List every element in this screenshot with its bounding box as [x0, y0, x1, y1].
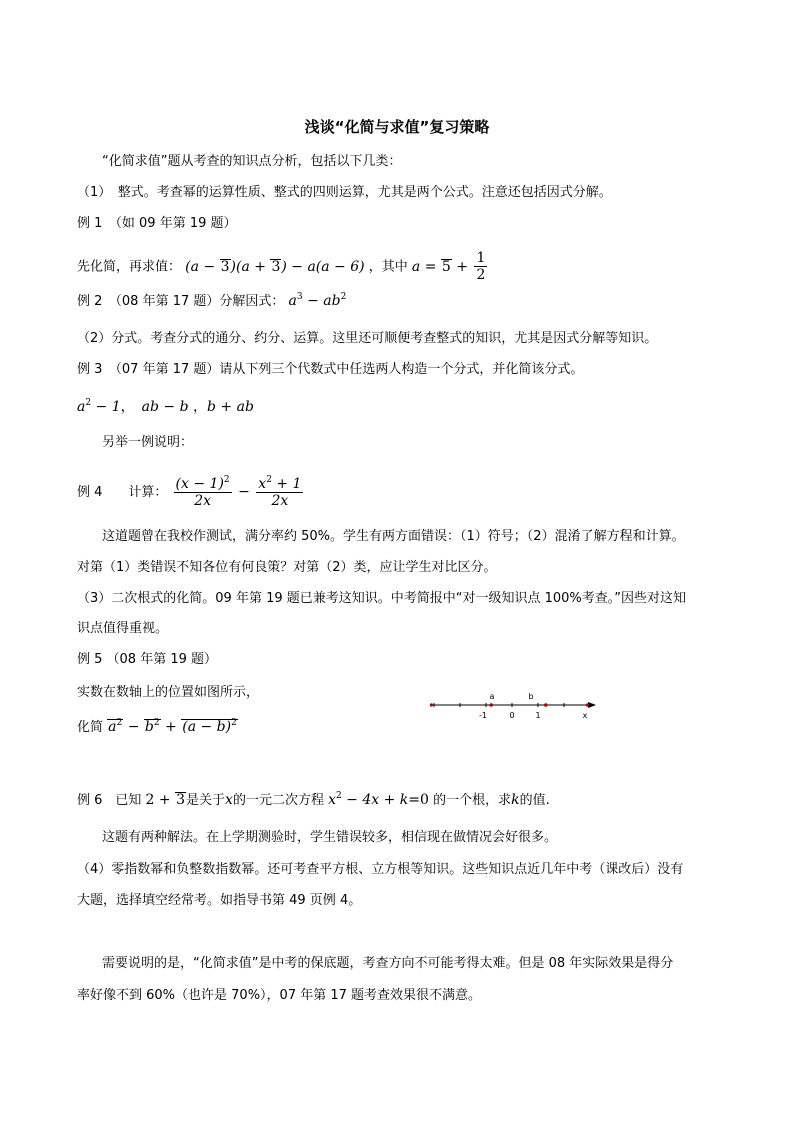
- point-label-b: b: [528, 692, 534, 701]
- example-5-line-1: 实数在数轴上的位置如图所示，: [77, 685, 260, 700]
- example-6-root: 2 + 3: [145, 792, 186, 808]
- paragraph-3: 这题有两种解法。在上学期测验时，学生错误较多，相信现在做情况会好很多。: [102, 830, 558, 845]
- example-6-text-4: 的值.: [519, 793, 550, 808]
- example-5-expression-line: [77, 718, 238, 737]
- number-line-diagram: [428, 686, 598, 726]
- section-2-text: （2）分式。考查分式的通分、约分、运算。这里还可顺便考查整式的知识，尤其是因式分解等知识。: [77, 331, 658, 346]
- another-example-text: 另举一例说明：: [102, 435, 194, 450]
- example-1-mid: ，其中: [368, 259, 408, 275]
- example-4: [77, 472, 305, 513]
- number-line-arrow: [588, 702, 596, 708]
- example-6-text-1: 是关于: [186, 793, 226, 808]
- section-4-line-1: （4）零指数幂和负整数指数幂。还可考查平方根、立方根等知识。这些知识点近几年中考（课改后）没有: [77, 862, 684, 877]
- axis-label-x: x: [582, 711, 588, 720]
- example-1-prefix: 先化简，再求值：: [77, 259, 182, 275]
- number-line-end-dot: [586, 703, 589, 706]
- example-6-text-2: 的一元二次方程: [232, 793, 324, 808]
- example-1-question: [77, 250, 489, 283]
- number-line-end-dot: [430, 703, 433, 706]
- example-2-expression: $a^3 - ab^2$: [288, 292, 347, 309]
- example-4-expression: $\frac{(x - 1)^2}{2x}$ − $\frac{x^2 + 1}{2x}$: [175, 474, 302, 509]
- point-a: [489, 703, 493, 707]
- example-1-expression: (a − 3)(a + 3) − a(a − 6): [185, 258, 365, 275]
- page-title: 浅谈“化简与求值”复习策略: [304, 118, 490, 136]
- example-6-equation: $x^2 - 4x + k=0$: [328, 791, 429, 808]
- example-6-variable: x: [225, 792, 233, 808]
- example-5-expression: $a^2 - b^2 + (a - b)^2$: [108, 718, 237, 735]
- example-6-label: 例 6 已知: [77, 793, 142, 808]
- example-2-label: 例 2 （08 年第 17 题）分解因式：: [77, 294, 285, 309]
- section-3-line-1: （3）二次根式的化简。09 年第 19 题已兼考这知识。中考简报中“对一级知识点 100%考查。”因些对这知: [77, 591, 687, 606]
- example-4-label: 例 4 计算：: [77, 485, 168, 500]
- example-5-label: 例 5 （08 年第 19 题）: [77, 652, 218, 667]
- tick-label-neg1: -1: [479, 711, 487, 720]
- example-1-condition: a = 5 + $\frac{1}{2}$: [411, 250, 486, 283]
- example-1-label: 例 1 （如 09 年第 19 题）: [77, 216, 237, 231]
- example-6-k: k: [511, 792, 520, 808]
- intro-text: “化简求值”题从考查的知识点分析，包括以下几类：: [102, 154, 402, 169]
- tick-label-0: 0: [509, 711, 515, 720]
- section-4-line-2: 大题，选择填空经常考。如指导书第 49 页例 4。: [77, 893, 362, 908]
- example-5-prefix: 化简: [77, 720, 104, 735]
- example-6: [77, 791, 550, 810]
- section-3-line-2: 识点值得重视。: [77, 621, 169, 636]
- conclusion-line-1: 需要说明的是，“化简求值”是中考的保底题，考查方向不可能考得太难。但是 08 年实际效果是得分: [102, 956, 674, 971]
- point-label-a: a: [489, 692, 495, 701]
- example-2: [77, 292, 346, 311]
- paragraph-1: 这道题曾在我校作测试，满分率约 50%。学生有两方面错误：（1）符号；（2）混淆了解方程和计算。: [102, 529, 685, 544]
- example-6-text-3: 的一个根，求: [433, 793, 512, 808]
- tick-label-1: 1: [535, 711, 541, 720]
- point-b: [544, 703, 548, 707]
- paragraph-2: 对第（1）类错误不知各位有何良策？对第（2）类，应让学生对比区分。: [77, 560, 497, 575]
- example-3-expressions: $a^2 - 1$， ab − b ，b + ab: [77, 398, 254, 415]
- example-3-label: 例 3 （07 年第 17 题）请从下列三个代数式中任选两人构造一个分式，并化简该分式。: [77, 362, 584, 377]
- conclusion-line-2: 率好像不到 60%（也许是 70%），07 年第 17 题考查效果很不满意。: [77, 988, 482, 1003]
- section-1-text: （1） 整式。考查幂的运算性质、整式的四则运算，尤其是两个公式。注意还包括因式分解。: [77, 185, 612, 200]
